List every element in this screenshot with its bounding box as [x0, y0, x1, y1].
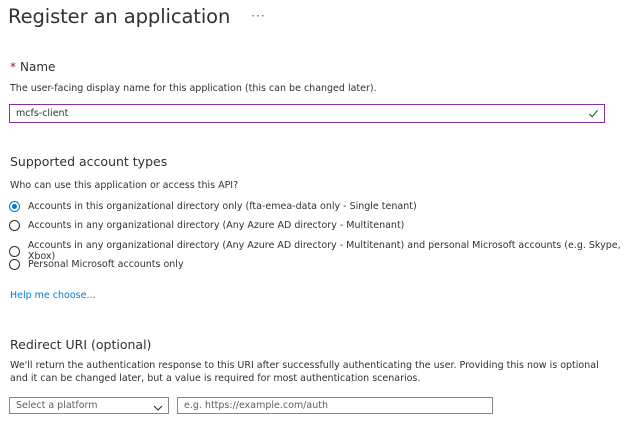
name-input[interactable]	[10, 105, 586, 122]
platform-select-placeholder: Select a platform	[16, 400, 98, 411]
help-me-choose-link[interactable]: Help me choose...	[10, 290, 96, 301]
more-icon[interactable]: ···	[251, 9, 266, 23]
radio-label: Accounts in any organizational directory (Any Azure AD directory - Multitenant) and personal Microsoft accounts (e.g. Skype, Xbox)	[27, 240, 621, 262]
redirect-uri-description: We'll return the authentication response to this URI after successfully authenticating the user. Providing this now is optional and it can be changed later, but a value is required for most authentication scenarios.	[10, 360, 599, 384]
redirect-uri-input[interactable]	[177, 397, 493, 414]
radio-label: Personal Microsoft accounts only	[28, 259, 184, 270]
account-types-question: Who can use this application or access this API?	[10, 180, 239, 191]
radio-label: Accounts in this organizational directory only (fta-emea-data only - Single tenant)	[28, 201, 417, 212]
radio-button[interactable]	[9, 246, 20, 257]
radio-option-personal-only[interactable]	[9, 259, 184, 270]
name-label	[10, 60, 55, 74]
title-row	[8, 2, 269, 30]
name-label-text: Name	[20, 60, 56, 74]
radio-button-selected[interactable]	[9, 201, 20, 212]
chevron-down-icon	[153, 396, 163, 415]
name-description: The user-facing display name for this application (this can be changed later).	[10, 83, 377, 94]
platform-select[interactable]	[9, 397, 169, 414]
required-marker: *	[10, 60, 16, 74]
radio-button[interactable]	[9, 220, 20, 231]
check-icon	[586, 107, 600, 121]
account-types-heading: Supported account types	[10, 154, 168, 169]
radio-option-single-tenant[interactable]	[9, 201, 417, 212]
radio-button[interactable]	[9, 259, 20, 270]
radio-option-multitenant[interactable]	[9, 220, 404, 231]
page-title: Register an application	[8, 4, 231, 28]
radio-label: Accounts in any organizational directory (Any Azure AD directory - Multitenant)	[28, 220, 405, 231]
name-field[interactable]	[9, 104, 605, 123]
redirect-uri-heading: Redirect URI (optional)	[10, 337, 152, 352]
